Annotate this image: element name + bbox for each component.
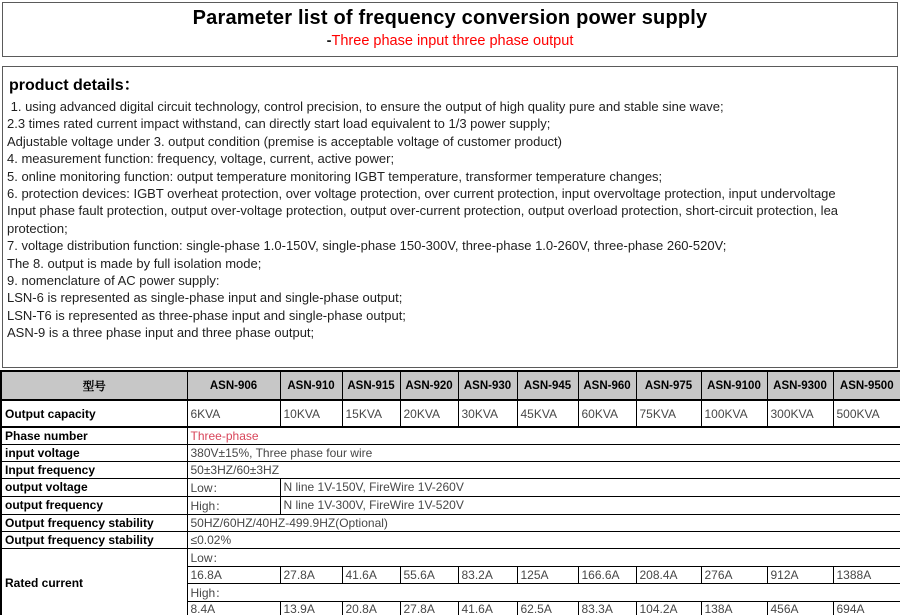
detail-line: The 8. output is made by full isolation mode; xyxy=(7,255,262,271)
table-cell: 276A xyxy=(701,566,767,583)
table-cell: 6KVA xyxy=(187,400,280,427)
page-subtitle xyxy=(3,33,897,49)
range-label-cell: Low： xyxy=(187,548,900,566)
model-header-cell: ASN-920 xyxy=(400,371,458,400)
input-frequency-row xyxy=(1,461,900,478)
row-label: Output capacity xyxy=(1,400,187,427)
row-label: output voltage xyxy=(1,478,187,496)
table-cell: 1388A xyxy=(833,566,900,583)
detail-line: LSN-6 is represented as single-phase input and single-phase output; xyxy=(7,290,403,306)
table-cell: 166.6A xyxy=(578,566,636,583)
model-header-cell: ASN-945 xyxy=(517,371,578,400)
subtitle-dash: - xyxy=(326,33,332,49)
table-cell: 694A xyxy=(833,601,900,615)
table-cell: 300KVA xyxy=(767,400,833,427)
detail-line: Adjustable voltage under 3. output condition (premise is acceptable voltage of customer product) xyxy=(7,133,562,149)
output-frequency-row xyxy=(1,496,900,514)
table-cell: Three-phase xyxy=(187,427,900,444)
model-column-header: 型号 xyxy=(1,371,187,400)
table-cell: 20.8A xyxy=(342,601,400,615)
table-cell: 27.8A xyxy=(400,601,458,615)
table-cell: 13.9A xyxy=(280,601,342,615)
model-header-cell: ASN-960 xyxy=(578,371,636,400)
table-cell: 50HZ/60HZ/40HZ-499.9HZ(Optional) xyxy=(187,514,900,531)
table-cell: 138A xyxy=(701,601,767,615)
detail-line: 5. online monitoring function: output temperature monitoring IGBT temperature, transformer temperature changes; xyxy=(7,168,663,184)
detail-line: 6. protection devices: IGBT overheat protection, over voltage protection, over current protection, input overvoltage protection, input undervoltage xyxy=(7,185,836,201)
table-cell: N line 1V-150V, FireWire 1V-260V xyxy=(280,478,900,496)
output-frequency-stability-row-2 xyxy=(1,531,900,548)
table-cell: 50±3HZ/60±3HZ xyxy=(187,461,900,478)
table-cell: 456A xyxy=(767,601,833,615)
table-cell: 60KVA xyxy=(578,400,636,427)
rated-current-low-label-row xyxy=(1,548,900,566)
model-header-cell: ASN-9100 xyxy=(701,371,767,400)
model-header-cell: ASN-906 xyxy=(187,371,280,400)
model-header-cell: ASN-9300 xyxy=(767,371,833,400)
detail-line: 1. using advanced digital circuit technology, control precision, to ensure the output of high quality pure and stable sine wave; xyxy=(7,99,724,114)
table-cell: 30KVA xyxy=(458,400,517,427)
detail-line: protection; xyxy=(7,220,68,236)
table-cell: 380V±15%, Three phase four wire xyxy=(187,444,900,461)
table-cell: 45KVA xyxy=(517,400,578,427)
row-label: Output frequency stability xyxy=(1,531,187,548)
output-voltage-row xyxy=(1,478,900,496)
model-header-row xyxy=(1,371,900,400)
title-box xyxy=(2,2,898,57)
table-cell: 41.6A xyxy=(342,566,400,583)
table-cell: 100KVA xyxy=(701,400,767,427)
row-label: Rated current xyxy=(1,548,187,615)
table-cell: 20KVA xyxy=(400,400,458,427)
model-header-cell: ASN-9500 xyxy=(833,371,900,400)
table-cell: 83.3A xyxy=(578,601,636,615)
table-cell: 208.4A xyxy=(636,566,701,583)
table-cell: 41.6A xyxy=(458,601,517,615)
table-cell: 83.2A xyxy=(458,566,517,583)
table-cell: 8.4A xyxy=(187,601,280,615)
row-label: Input frequency xyxy=(1,461,187,478)
model-header-cell: ASN-910 xyxy=(280,371,342,400)
product-details-heading: product details： xyxy=(9,77,140,94)
range-label-cell: Low： xyxy=(187,478,280,496)
table-cell: 912A xyxy=(767,566,833,583)
model-header-cell: ASN-915 xyxy=(342,371,400,400)
detail-line: ASN-9 is a three phase input and three phase output; xyxy=(7,325,315,341)
parameter-table xyxy=(0,370,900,615)
detail-line: LSN-T6 is represented as three-phase input and single-phase output; xyxy=(7,307,406,323)
table-cell: ≤0.02% xyxy=(187,531,900,548)
table-cell: 104.2A xyxy=(636,601,701,615)
table-cell: N line 1V-300V, FireWire 1V-520V xyxy=(280,496,900,514)
phase-number-row xyxy=(1,427,900,444)
detail-line: 9. nomenclature of AC power supply: xyxy=(7,272,220,288)
input-voltage-row xyxy=(1,444,900,461)
subtitle-text: Three phase input three phase output xyxy=(331,33,574,49)
table-cell: 10KVA xyxy=(280,400,342,427)
detail-line: 7. voltage distribution function: single-phase 1.0-150V, single-phase 150-300V, three-phase 1.0-260V, three-phase 260-520V; xyxy=(7,238,727,254)
detail-line: Input phase fault protection, output over-voltage protection, output over-current protection, output overload protection, short-circuit protection, lea xyxy=(7,203,839,219)
range-label-cell: High： xyxy=(187,583,900,601)
output-capacity-row xyxy=(1,400,900,427)
page-title: Parameter list of frequency conversion power supply xyxy=(192,7,708,29)
model-header-cell: ASN-975 xyxy=(636,371,701,400)
row-label: output frequency xyxy=(1,496,187,514)
product-details-section xyxy=(2,66,898,368)
table-cell: 16.8A xyxy=(187,566,280,583)
output-frequency-stability-row xyxy=(1,514,900,531)
range-label-cell: High： xyxy=(187,496,280,514)
row-label: Output frequency stability xyxy=(1,514,187,531)
model-header-cell: ASN-930 xyxy=(458,371,517,400)
detail-line: 2.3 times rated current impact withstand, can directly start load equivalent to 1/3 power supply; xyxy=(7,116,551,132)
table-cell: 62.5A xyxy=(517,601,578,615)
table-cell: 125A xyxy=(517,566,578,583)
detail-line: 4. measurement function: frequency, voltage, current, active power; xyxy=(7,151,395,167)
table-cell: 55.6A xyxy=(400,566,458,583)
table-cell: 27.8A xyxy=(280,566,342,583)
row-label: input voltage xyxy=(1,444,187,461)
table-cell: 15KVA xyxy=(342,400,400,427)
table-cell: 500KVA xyxy=(833,400,900,427)
table-cell: 75KVA xyxy=(636,400,701,427)
row-label: Phase number xyxy=(1,427,187,444)
